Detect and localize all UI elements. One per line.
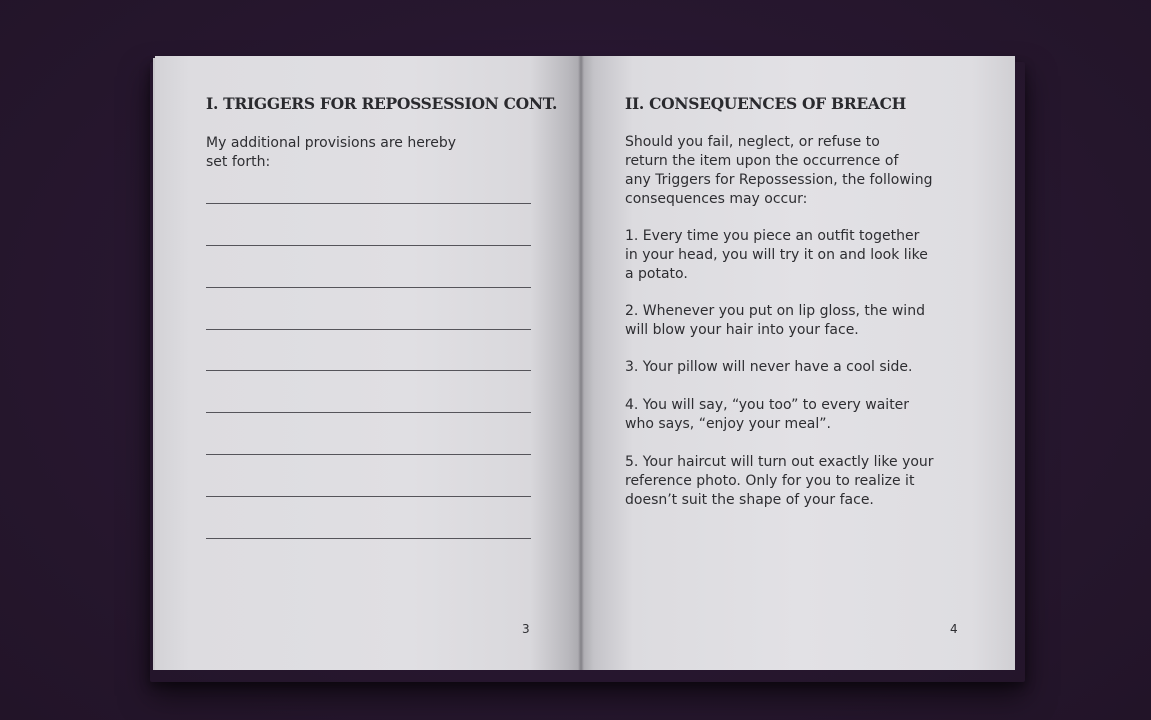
right-page-heading: II. CONSEQUENCES OF BREACH — [625, 94, 906, 113]
blank-line — [206, 245, 531, 246]
consequence-item: 1. Every time you piece an outfit together in your head, you will try it on and look like a potato. — [625, 228, 928, 282]
consequence-item: 4. You will say, “you too” to every waiter who says, “enjoy your meal”. — [625, 397, 910, 432]
left-page-intro: My additional provisions are hereby set forth: — [206, 135, 457, 170]
consequence-item: 5. Your haircut will turn out exactly like your reference photo. Only for you to realize it doesn’t suit the shape of your face. — [625, 454, 934, 508]
booklet-spine — [578, 56, 584, 670]
page-number-left: 3 — [522, 622, 530, 636]
blank-line — [206, 329, 531, 330]
blank-line — [206, 370, 531, 371]
blank-line — [206, 538, 531, 539]
blank-line — [206, 454, 531, 455]
page-number-right: 4 — [950, 622, 958, 636]
consequence-item: 3. Your pillow will never have a cool side. — [625, 359, 913, 375]
left-page-heading: I. TRIGGERS FOR REPOSSESSION CONT. — [206, 94, 558, 113]
consequence-item: 2. Whenever you put on lip gloss, the wind will blow your hair into your face. — [625, 303, 925, 338]
left-page — [155, 56, 581, 670]
right-page-intro: Should you fail, neglect, or refuse to return the item upon the occurrence of any Triggers for Repossession, the following consequences may occur: — [625, 134, 933, 207]
blank-line — [206, 203, 531, 204]
blank-line — [206, 287, 531, 288]
blank-line — [206, 496, 531, 497]
blank-line — [206, 412, 531, 413]
right-page — [581, 56, 1015, 670]
